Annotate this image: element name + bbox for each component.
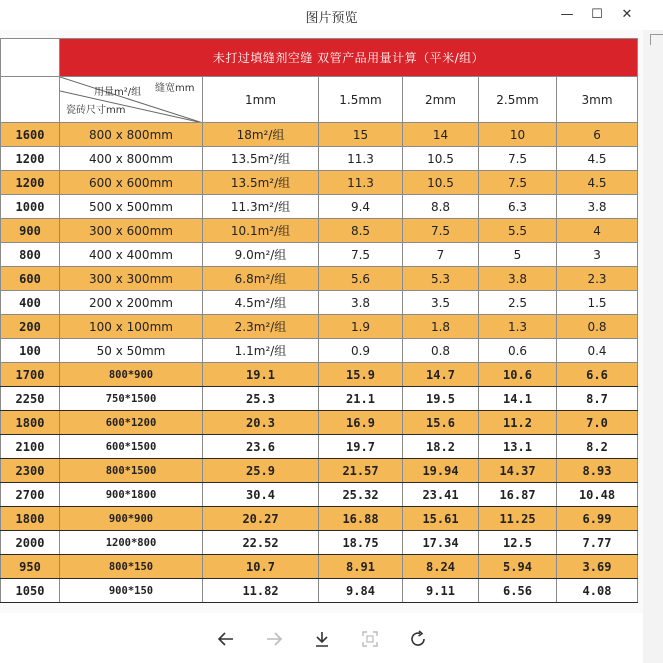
fit-screen-icon	[361, 630, 379, 648]
value-cell: 30.4	[203, 483, 319, 507]
tile-size-cell: 50 x 50mm	[60, 339, 203, 363]
count-cell: 1700	[1, 363, 60, 387]
value-cell: 22.52	[203, 531, 319, 555]
value-cell: 6.56	[479, 579, 557, 603]
blank-cell	[1, 77, 60, 123]
blank-cell	[1, 39, 60, 77]
value-cell: 1.5	[557, 291, 638, 315]
col-header: 2mm	[403, 77, 479, 123]
tile-size-cell: 800*1500	[60, 459, 203, 483]
tile-size-cell: 750*1500	[60, 387, 203, 411]
value-cell: 2.3	[557, 267, 638, 291]
value-cell: 7	[403, 243, 479, 267]
tile-size-cell: 600*1500	[60, 435, 203, 459]
col-header: 1.5mm	[319, 77, 403, 123]
table-row	[1, 291, 638, 315]
value-cell: 16.87	[479, 483, 557, 507]
corner-header	[60, 77, 203, 123]
value-cell: 11.82	[203, 579, 319, 603]
table-row	[1, 339, 638, 363]
minimize-icon: —	[560, 6, 574, 22]
value-cell: 7.5	[479, 147, 557, 171]
value-cell: 8.5	[319, 219, 403, 243]
value-cell: 1.1m²/组	[203, 339, 319, 363]
tile-size-cell: 900*900	[60, 507, 203, 531]
count-cell: 2300	[1, 459, 60, 483]
value-cell: 6.3	[479, 195, 557, 219]
tile-size-cell: 900*1800	[60, 483, 203, 507]
value-cell: 8.2	[557, 435, 638, 459]
value-cell: 9.4	[319, 195, 403, 219]
value-cell: 8.24	[403, 555, 479, 579]
value-cell: 14.7	[403, 363, 479, 387]
value-cell: 7.5	[319, 243, 403, 267]
table-row	[1, 507, 638, 531]
table-row	[1, 243, 638, 267]
value-cell: 18m²/组	[203, 123, 319, 147]
value-cell: 8.93	[557, 459, 638, 483]
table-row	[1, 219, 638, 243]
value-cell: 10.48	[557, 483, 638, 507]
tile-size-cell: 400 x 800mm	[60, 147, 203, 171]
value-cell: 5.6	[319, 267, 403, 291]
arrow-right-icon	[265, 630, 283, 648]
count-cell: 600	[1, 267, 60, 291]
value-cell: 19.94	[403, 459, 479, 483]
value-cell: 20.3	[203, 411, 319, 435]
value-cell: 25.9	[203, 459, 319, 483]
value-cell: 4.5m²/组	[203, 291, 319, 315]
table-banner: 未打过填缝剂空缝 双管产品用量计算（平米/组）	[60, 39, 638, 77]
maximize-button[interactable]	[583, 3, 611, 25]
table-row	[1, 195, 638, 219]
count-cell: 1200	[1, 171, 60, 195]
value-cell: 16.9	[319, 411, 403, 435]
value-cell: 0.6	[479, 339, 557, 363]
value-cell: 9.0m²/组	[203, 243, 319, 267]
value-cell: 18.2	[403, 435, 479, 459]
tile-size-cell: 400 x 400mm	[60, 243, 203, 267]
value-cell: 3.5	[403, 291, 479, 315]
tile-size-label: 瓷砖尺寸mm	[66, 105, 126, 116]
value-cell: 10.1m²/组	[203, 219, 319, 243]
value-cell: 11.3	[319, 147, 403, 171]
value-cell: 13.5m²/组	[203, 171, 319, 195]
table-row	[1, 123, 638, 147]
value-cell: 11.3m²/组	[203, 195, 319, 219]
value-cell: 8.8	[403, 195, 479, 219]
value-cell: 4	[557, 219, 638, 243]
col-header: 3mm	[557, 77, 638, 123]
value-cell: 0.8	[403, 339, 479, 363]
side-scrollbar[interactable]	[643, 30, 663, 663]
value-cell: 8.91	[319, 555, 403, 579]
count-cell: 2000	[1, 531, 60, 555]
usage-table	[0, 38, 638, 603]
value-cell: 7.77	[557, 531, 638, 555]
col-header: 1mm	[203, 77, 319, 123]
count-cell: 1800	[1, 411, 60, 435]
value-cell: 1.8	[403, 315, 479, 339]
tile-size-cell: 1200*800	[60, 531, 203, 555]
rotate-icon	[409, 630, 427, 648]
value-cell: 23.6	[203, 435, 319, 459]
value-cell: 21.57	[319, 459, 403, 483]
fit-button[interactable]	[358, 627, 382, 651]
value-cell: 16.88	[319, 507, 403, 531]
value-cell: 15	[319, 123, 403, 147]
download-icon	[313, 630, 331, 648]
value-cell: 6.99	[557, 507, 638, 531]
value-cell: 0.4	[557, 339, 638, 363]
value-cell: 11.2	[479, 411, 557, 435]
tile-size-cell: 800 x 800mm	[60, 123, 203, 147]
rotate-button[interactable]	[406, 627, 430, 651]
value-cell: 13.5m²/组	[203, 147, 319, 171]
value-cell: 0.8	[557, 315, 638, 339]
count-cell: 400	[1, 291, 60, 315]
next-button[interactable]	[262, 627, 286, 651]
gap-width-label: 缝宽mm	[155, 83, 195, 94]
tile-size-cell: 200 x 200mm	[60, 291, 203, 315]
value-cell: 12.5	[479, 531, 557, 555]
table-row	[1, 531, 638, 555]
value-cell: 3.8	[479, 267, 557, 291]
tile-size-cell: 500 x 500mm	[60, 195, 203, 219]
value-cell: 6	[557, 123, 638, 147]
count-cell: 900	[1, 219, 60, 243]
count-cell: 2700	[1, 483, 60, 507]
value-cell: 13.1	[479, 435, 557, 459]
value-cell: 8.7	[557, 387, 638, 411]
value-cell: 19.1	[203, 363, 319, 387]
value-cell: 4.5	[557, 171, 638, 195]
tile-size-cell: 600*1200	[60, 411, 203, 435]
value-cell: 5.5	[479, 219, 557, 243]
value-cell: 6.8m²/组	[203, 267, 319, 291]
table-row	[1, 579, 638, 603]
close-button[interactable]	[613, 3, 641, 25]
tile-size-cell: 300 x 300mm	[60, 267, 203, 291]
table-row	[1, 171, 638, 195]
value-cell: 19.7	[319, 435, 403, 459]
value-cell: 21.1	[319, 387, 403, 411]
value-cell: 6.6	[557, 363, 638, 387]
table-row	[1, 363, 638, 387]
table-row	[1, 147, 638, 171]
value-cell: 4.5	[557, 147, 638, 171]
table-row	[1, 435, 638, 459]
value-cell: 7.5	[479, 171, 557, 195]
tile-size-cell: 600 x 600mm	[60, 171, 203, 195]
col-header: 2.5mm	[479, 77, 557, 123]
value-cell: 14	[403, 123, 479, 147]
count-cell: 1200	[1, 147, 60, 171]
window-title: 图片预览	[305, 11, 358, 26]
table-row	[1, 411, 638, 435]
value-cell: 2.5	[479, 291, 557, 315]
value-cell: 11.25	[479, 507, 557, 531]
value-cell: 25.32	[319, 483, 403, 507]
viewer-toolbar	[0, 613, 643, 663]
value-cell: 15.6	[403, 411, 479, 435]
table-row	[1, 315, 638, 339]
arrow-left-icon	[217, 630, 235, 648]
count-cell: 1800	[1, 507, 60, 531]
value-cell: 1.3	[479, 315, 557, 339]
value-cell: 18.75	[319, 531, 403, 555]
value-cell: 23.41	[403, 483, 479, 507]
prev-button[interactable]	[214, 627, 238, 651]
tile-size-cell: 100 x 100mm	[60, 315, 203, 339]
title-bar	[0, 0, 663, 30]
tile-size-cell: 300 x 600mm	[60, 219, 203, 243]
minimize-button[interactable]	[553, 3, 581, 25]
value-cell: 20.27	[203, 507, 319, 531]
count-cell: 950	[1, 555, 60, 579]
table-row	[1, 459, 638, 483]
value-cell: 14.1	[479, 387, 557, 411]
corner-mark-icon	[650, 34, 663, 45]
count-cell: 1600	[1, 123, 60, 147]
value-cell: 7.5	[403, 219, 479, 243]
count-cell: 200	[1, 315, 60, 339]
value-cell: 9.11	[403, 579, 479, 603]
value-cell: 10.5	[403, 147, 479, 171]
value-cell: 5	[479, 243, 557, 267]
table-row	[1, 483, 638, 507]
table-row	[1, 267, 638, 291]
value-cell: 25.3	[203, 387, 319, 411]
value-cell: 7.0	[557, 411, 638, 435]
tile-size-cell: 800*150	[60, 555, 203, 579]
value-cell: 1.9	[319, 315, 403, 339]
value-cell: 10.6	[479, 363, 557, 387]
usage-label: 用量m²/组	[94, 87, 142, 98]
value-cell: 5.3	[403, 267, 479, 291]
count-cell: 2100	[1, 435, 60, 459]
value-cell: 15.61	[403, 507, 479, 531]
count-cell: 2250	[1, 387, 60, 411]
value-cell: 3.8	[319, 291, 403, 315]
count-cell: 800	[1, 243, 60, 267]
value-cell: 3.69	[557, 555, 638, 579]
value-cell: 9.84	[319, 579, 403, 603]
value-cell: 17.34	[403, 531, 479, 555]
table-row	[1, 387, 638, 411]
value-cell: 3.8	[557, 195, 638, 219]
image-viewport[interactable]	[0, 30, 643, 613]
count-cell: 100	[1, 339, 60, 363]
maximize-icon: ☐	[591, 6, 603, 22]
value-cell: 10	[479, 123, 557, 147]
tile-size-cell: 800*900	[60, 363, 203, 387]
value-cell: 5.94	[479, 555, 557, 579]
tile-size-cell: 900*150	[60, 579, 203, 603]
value-cell: 2.3m²/组	[203, 315, 319, 339]
value-cell: 15.9	[319, 363, 403, 387]
count-cell: 1000	[1, 195, 60, 219]
value-cell: 10.5	[403, 171, 479, 195]
value-cell: 11.3	[319, 171, 403, 195]
value-cell: 4.08	[557, 579, 638, 603]
download-button[interactable]	[310, 627, 334, 651]
value-cell: 19.5	[403, 387, 479, 411]
close-icon: ✕	[621, 6, 633, 22]
value-cell: 14.37	[479, 459, 557, 483]
table-row	[1, 555, 638, 579]
count-cell: 1050	[1, 579, 60, 603]
value-cell: 0.9	[319, 339, 403, 363]
value-cell: 10.7	[203, 555, 319, 579]
value-cell: 3	[557, 243, 638, 267]
